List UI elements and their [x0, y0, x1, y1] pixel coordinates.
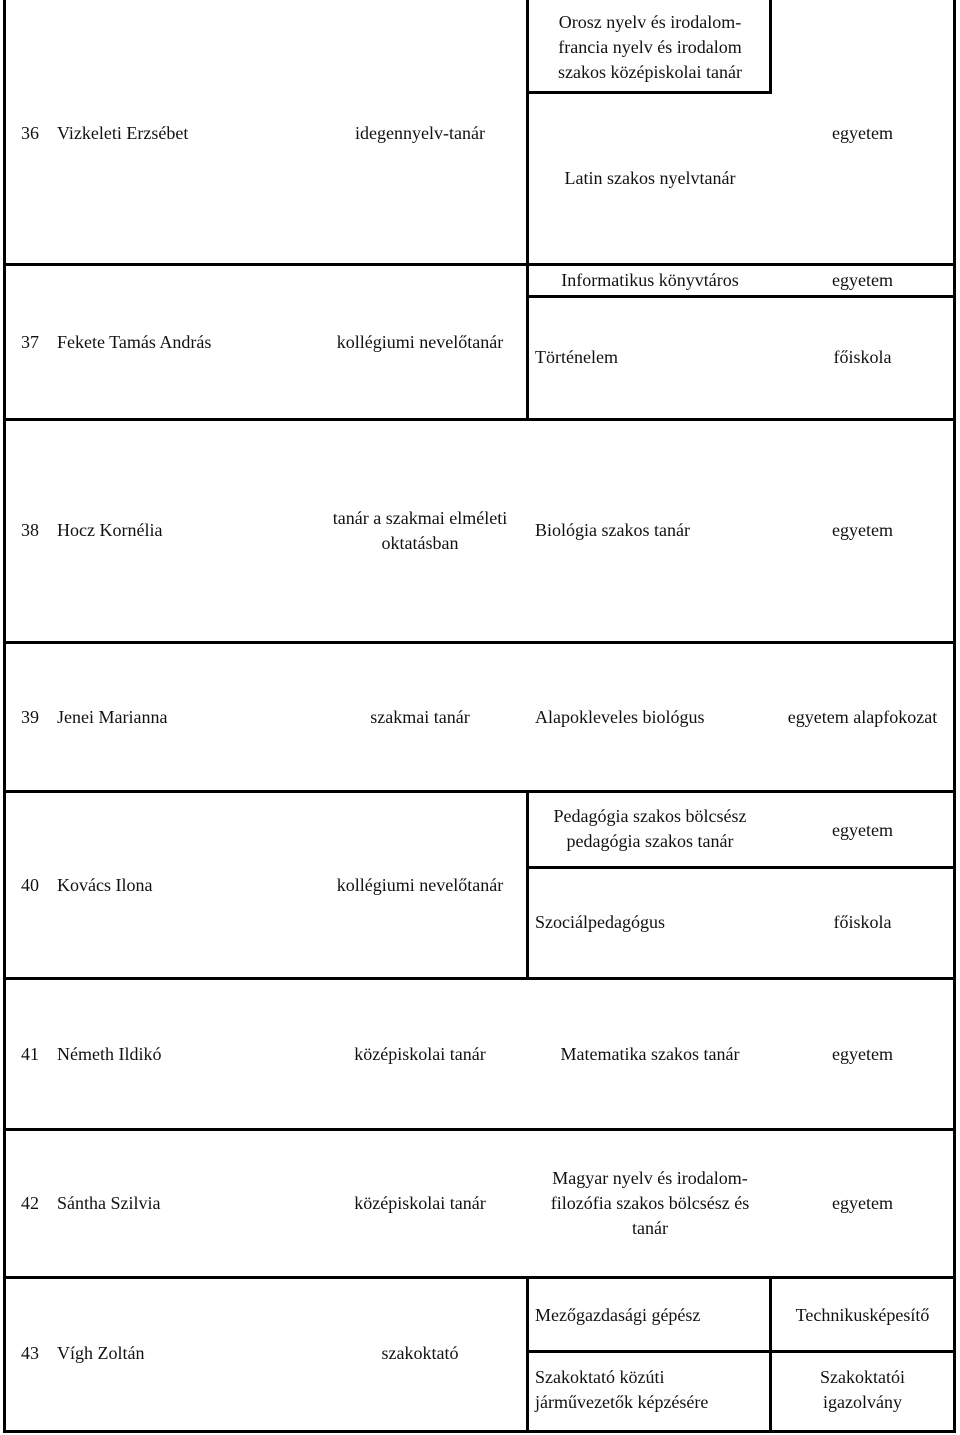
position: középiskolai tanár [354, 1192, 486, 1213]
row-divider [526, 295, 956, 298]
person-name: Sántha Szilvia [57, 1192, 161, 1213]
qualification: Szakoktató közúti járművezetők képzésére [535, 1367, 709, 1412]
qualification: Szociálpedagógus [535, 911, 665, 932]
row-number: 41 [21, 1043, 39, 1064]
education-level: egyetem alapfokozat [787, 706, 938, 727]
qualification: Orosz nyelv és irodalom- francia nyelv és irodalom szakos középiskolai tanár [558, 11, 742, 82]
position: középiskolai tanár [354, 1043, 486, 1064]
position: szakoktató [381, 1342, 459, 1363]
row-number: 38 [21, 519, 39, 540]
position: szakmai tanár [370, 706, 470, 727]
person-name: Fekete Tamás András [57, 331, 212, 352]
position: kollégiumi nevelőtanár [336, 331, 504, 352]
person-name: Vizkeleti Erzsébet [57, 122, 189, 143]
row-divider [3, 1128, 956, 1131]
row-number: 36 [21, 122, 39, 143]
qualification: Pedagógia szakos bölcsész pedagógia szakos tanár [553, 806, 747, 851]
qualification: Matematika szakos tanár [560, 1043, 740, 1064]
row-number: 40 [21, 874, 39, 895]
education-level: főiskola [833, 346, 892, 367]
position: kollégiumi nevelőtanár [336, 874, 504, 895]
row-divider [3, 418, 956, 421]
table-border-bottom [3, 1430, 956, 1433]
position: tanár a szakmai elméleti oktatásban [332, 508, 508, 553]
row-number: 37 [21, 331, 39, 352]
row-divider [526, 866, 956, 869]
row-divider [3, 641, 956, 644]
person-name: Németh Ildikó [57, 1043, 162, 1064]
education-level: egyetem [832, 122, 893, 143]
table-border-left [3, 0, 6, 1433]
education-level: főiskola [833, 911, 892, 932]
position: idegennyelv-tanár [355, 122, 485, 143]
qualification: Történelem [535, 346, 618, 367]
row-divider [3, 977, 956, 980]
qualification: Magyar nyelv és irodalom- filozófia szakos bölcsész és tanár [550, 1167, 750, 1238]
education-level: egyetem [832, 269, 893, 290]
row-number: 43 [21, 1342, 39, 1363]
education-level: egyetem [832, 819, 893, 840]
person-name: Vígh Zoltán [57, 1342, 145, 1363]
qualification: Mezőgazdasági gépész [535, 1304, 701, 1325]
column-divider [769, 1276, 772, 1433]
row-number: 39 [21, 706, 39, 727]
education-level: Technikusképesítő [795, 1304, 930, 1325]
row-divider [3, 790, 956, 793]
education-level: egyetem [832, 1192, 893, 1213]
qualification: Informatikus könyvtáros [561, 269, 739, 290]
qualification: Latin szakos nyelvtanár [564, 167, 736, 188]
person-name: Kovács Ilona [57, 874, 153, 895]
row-divider [526, 91, 772, 94]
table-border-right [953, 0, 956, 1433]
qualification: Biológia szakos tanár [535, 519, 690, 540]
row-number: 42 [21, 1192, 39, 1213]
person-name: Jenei Marianna [57, 706, 168, 727]
qualification: Alapokleveles biológus [535, 706, 705, 727]
education-level: Szakoktatói igazolvány [820, 1367, 905, 1412]
row-divider [526, 1350, 956, 1353]
education-level: egyetem [832, 1043, 893, 1064]
row-divider [3, 1276, 956, 1279]
education-level: egyetem [832, 519, 893, 540]
person-name: Hocz Kornélia [57, 519, 163, 540]
